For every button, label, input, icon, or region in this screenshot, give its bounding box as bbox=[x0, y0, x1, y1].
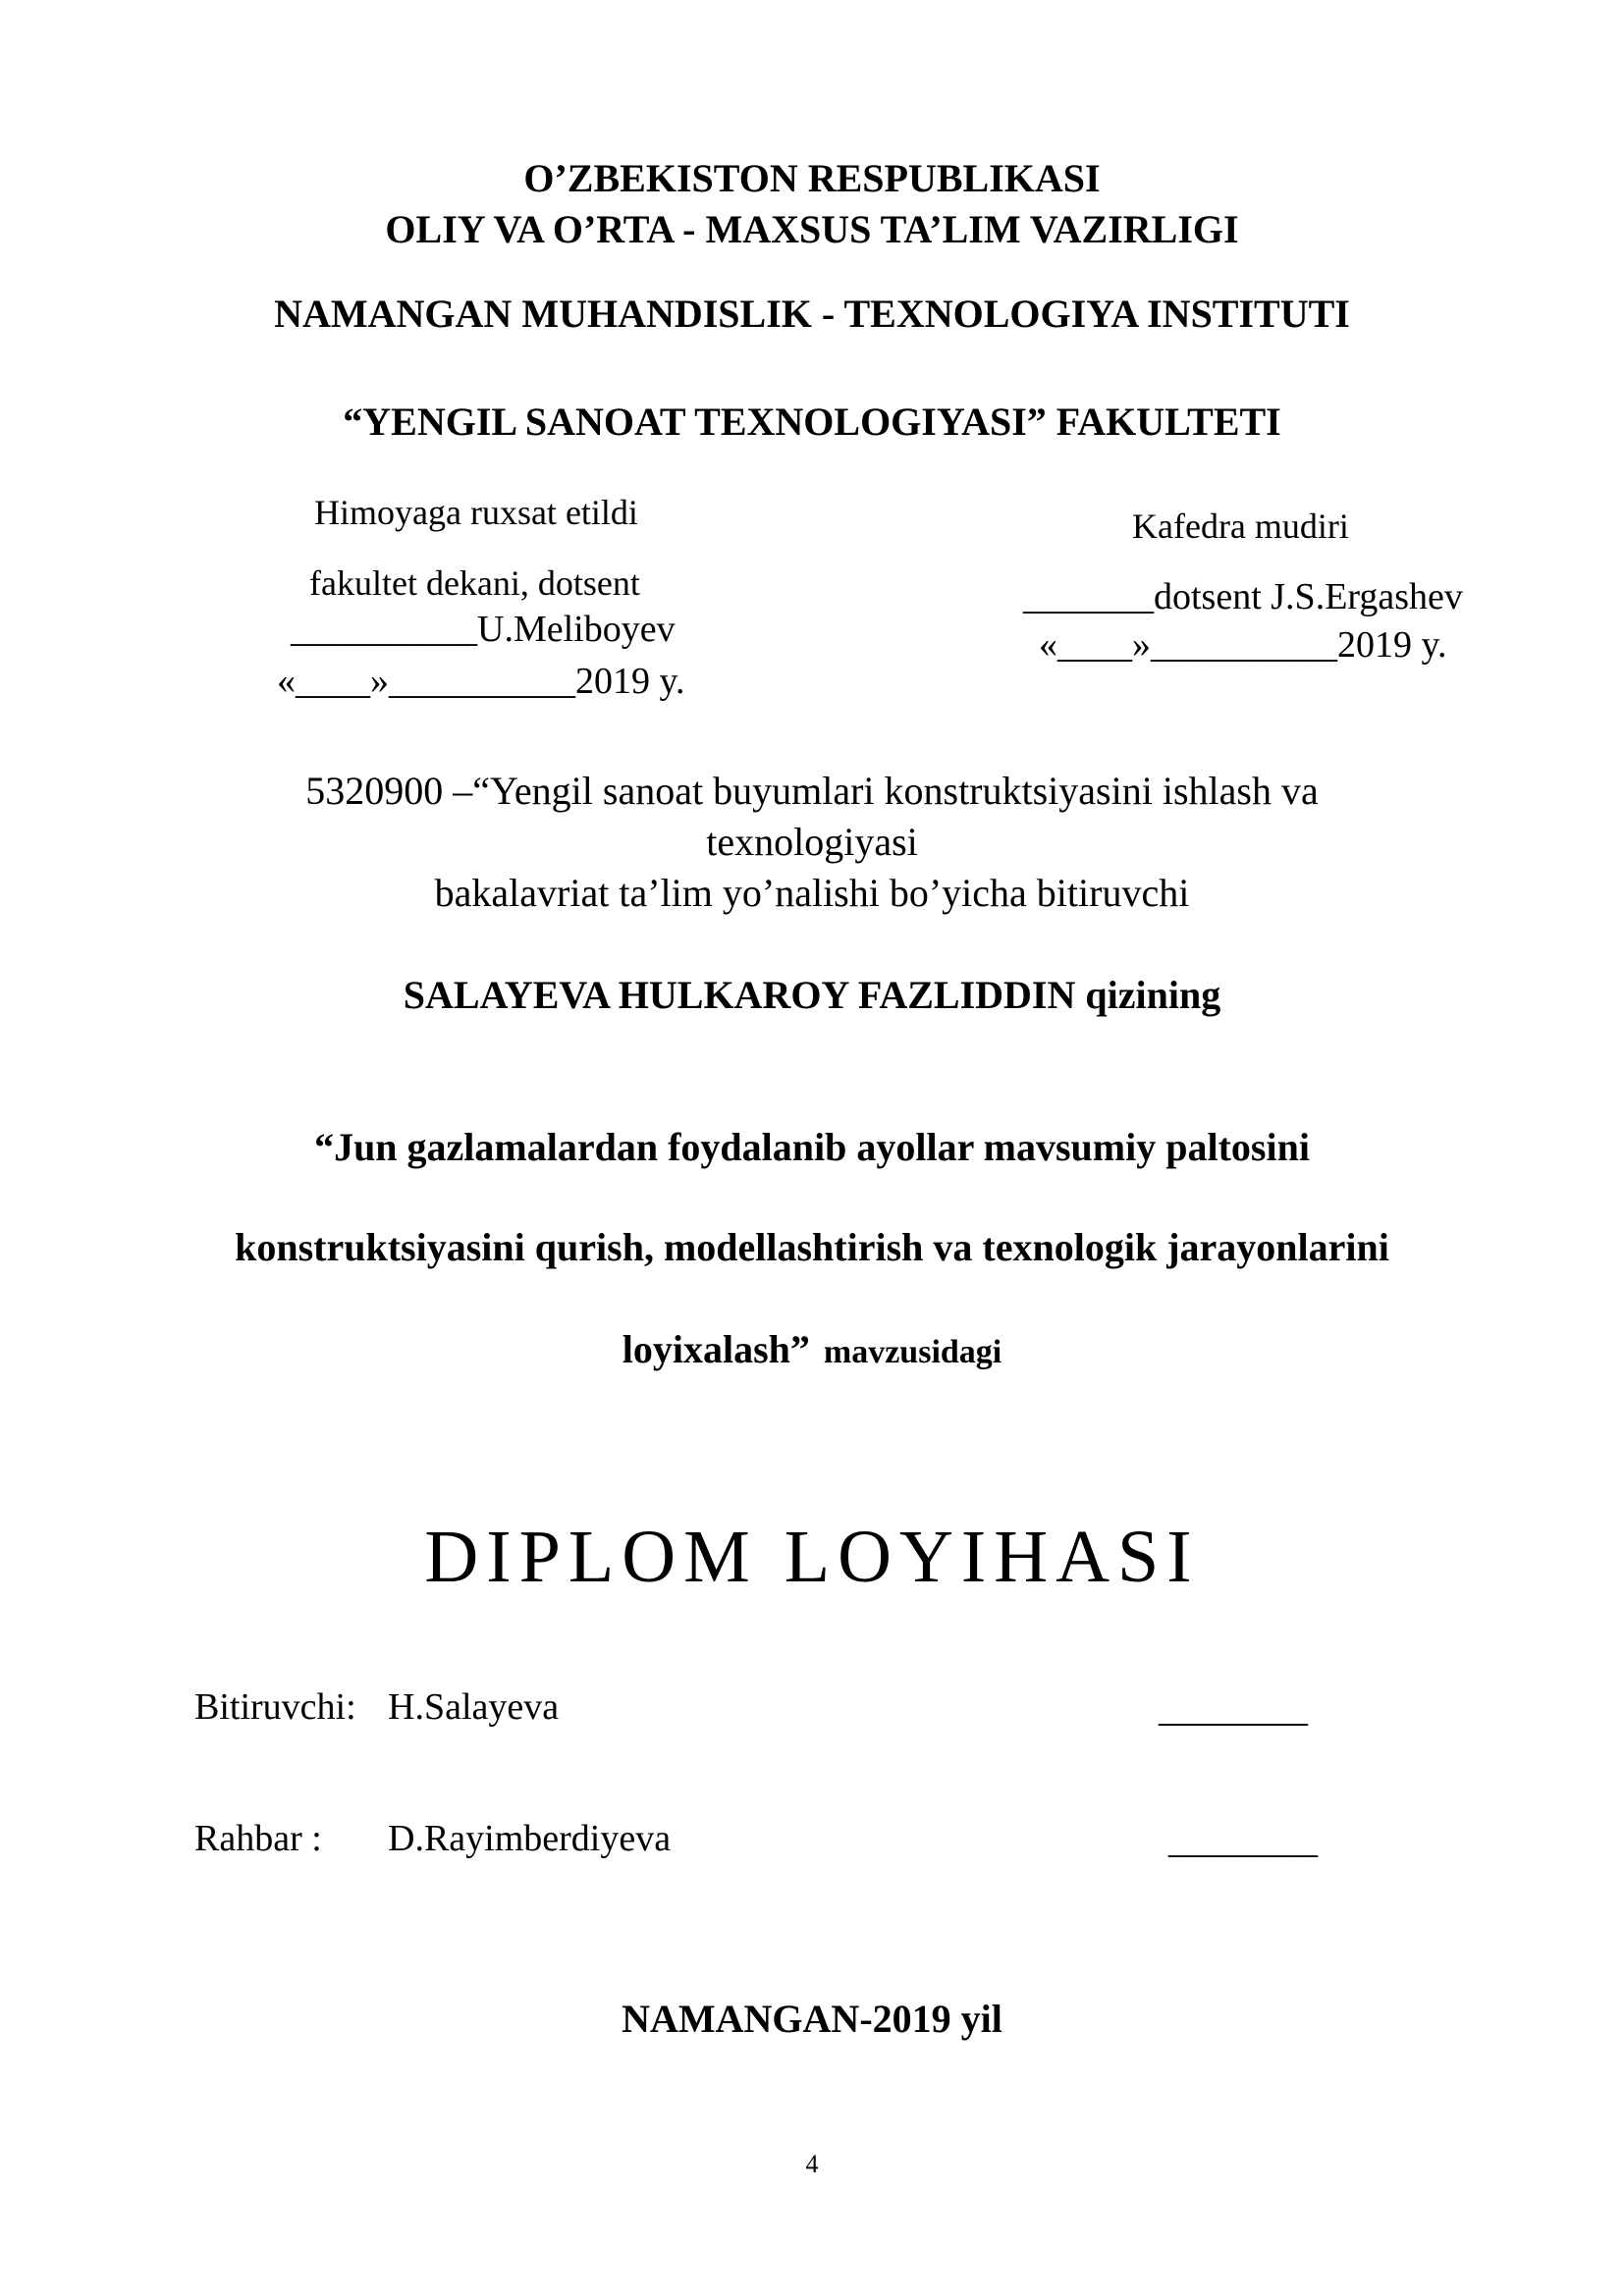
topic-line-3-title: loyixalash” bbox=[622, 1327, 810, 1371]
ministry-heading: OLIY VA O’RTA - MAXSUS TA’LIM VAZIRLIGI bbox=[385, 207, 1239, 251]
approval-left-position: fakultet dekani, dotsent bbox=[309, 563, 640, 603]
approval-left-date: «____»__________2019 y. bbox=[277, 661, 685, 702]
approval-left-title: Himoyaga ruxsat etildi bbox=[314, 493, 638, 532]
program-code-line: 5320900 –“Yengil sanoat buyumlari konstruktsiyasini ishlash va bbox=[305, 769, 1319, 813]
graduate-signature-line: ________ bbox=[1159, 1688, 1308, 1730]
graduate-label: Bitiruvchi: bbox=[194, 1686, 356, 1728]
approval-left-signature: __________U.Meliboyev bbox=[291, 609, 676, 650]
page-number: 4 bbox=[805, 2150, 819, 2178]
supervisor-signature-line: ________ bbox=[1168, 1820, 1318, 1861]
supervisor-name: D.Rayimberdiyeva bbox=[388, 1818, 672, 1859]
program-name-continued: texnologiyasi bbox=[706, 820, 918, 864]
approval-right-signature: _______dotsent J.S.Ergashev bbox=[1023, 576, 1463, 617]
ministry-country-heading: O’ZBEKISTON RESPUBLIKASI bbox=[523, 156, 1101, 200]
approval-right-date: «____»__________2019 y. bbox=[1039, 624, 1447, 666]
supervisor-label: Rahbar : bbox=[194, 1818, 322, 1859]
graduate-name: H.Salayeva bbox=[388, 1686, 560, 1728]
city-year: NAMANGAN-2019 yil bbox=[622, 1997, 1002, 2041]
topic-line-2: konstruktsiyasini qurish, modellashtirish va texnologik jarayonlarini bbox=[235, 1225, 1389, 1269]
topic-line-1: “Jun gazlamalardan foydalanib ayollar mavsumiy paltosini bbox=[314, 1125, 1310, 1169]
document-type-title: DIPLOM LOYIHASI bbox=[424, 1516, 1200, 1598]
approval-right-title: Kafedra mudiri bbox=[1132, 507, 1349, 546]
topic-line-3-suffix: mavzusidagi bbox=[823, 1334, 1002, 1370]
topic-line-3 bbox=[0, 1327, 1624, 1371]
program-degree-line: bakalavriat ta’lim yo’nalishi bo’yicha bitiruvchi bbox=[434, 871, 1190, 915]
faculty-heading: “YENGIL SANOAT TEXNOLOGIYASI” FAKULTETI bbox=[343, 400, 1281, 444]
student-name: SALAYEVA HULKAROY FAZLIDDIN qizining bbox=[403, 973, 1221, 1017]
institute-heading: NAMANGAN MUHANDISLIK - TEXNOLOGIYA INSTITUTI bbox=[274, 292, 1350, 336]
